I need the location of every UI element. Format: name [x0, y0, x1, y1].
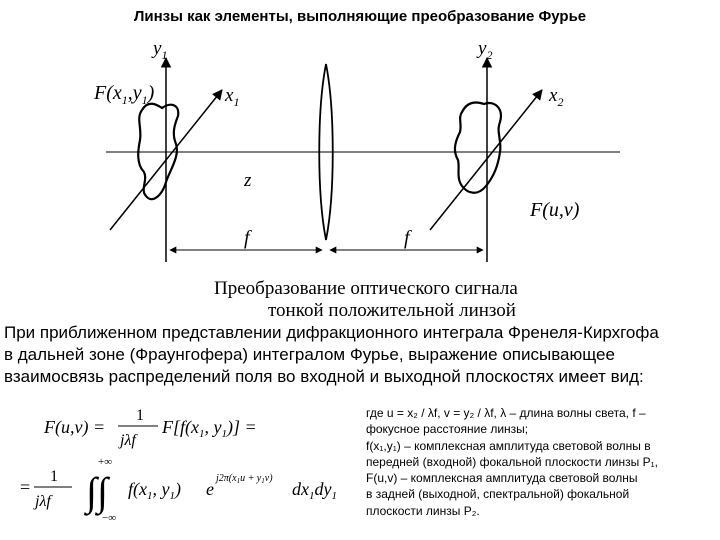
exponent: $j2\pi(x_1u + y_1v)$	[216, 473, 273, 485]
input-field-label: $F(x_1,y_1)$	[94, 82, 155, 107]
notes-line: в задней (выходной, спектральной) фокальной	[366, 487, 630, 502]
slide-title: Линзы как элементы, выполняющие преобразование Фурье	[133, 8, 587, 25]
paragraph-line: При приближенном представлении дифракционного интеграла Френеля-Кирхгофа	[4, 323, 659, 342]
intro-paragraph	[4, 322, 716, 388]
paragraph-line: взаимосвязь распределений поля во входной и выходной плоскостях имеет вид:	[4, 367, 644, 386]
paragraph-line: в дальней зоне (Фраунгофера) интегралом Фурье, выражение описывающее	[4, 345, 615, 364]
output-field-label: F(u,v)	[530, 199, 580, 221]
diagram-caption-line1: Преобразование оптического сигнала	[214, 278, 518, 299]
output-field-shape	[455, 102, 501, 192]
formula-lhs: F(u,v) =	[44, 417, 106, 437]
formula-numerator-1: 1	[136, 407, 144, 424]
differentials: $dx_1dy_1$	[292, 479, 337, 502]
focal-label-left: f	[244, 227, 250, 249]
formula-term-1: $F[f(x_1$, $y_1$)] =	[162, 417, 257, 440]
focal-label-right: f	[404, 227, 410, 249]
notes-line: F(u,v) – комплексная амплитуда световой волны	[366, 471, 638, 486]
y2-label: $y_2$	[478, 38, 493, 62]
x2-axis	[430, 90, 542, 230]
z-axis-label: z	[244, 170, 252, 191]
fourier-formula	[0, 395, 360, 535]
notes-line: фокусное расстояние линзы;	[366, 422, 529, 437]
formula-denominator-2: jλf	[35, 493, 51, 510]
notes-line: передней (входной) фокальной плоскости линзы P₁,	[366, 454, 658, 469]
notes-block	[366, 405, 716, 519]
integrand: $f(x_1$, $y_1$)	[128, 479, 181, 502]
formula-equals: =	[20, 477, 31, 497]
formula-denominator-1: jλf	[120, 432, 136, 449]
diagram-caption-line2: тонкой положительной линзой	[268, 300, 516, 321]
x1-label: $x_1$	[225, 85, 240, 109]
notes-line: плоскости линзы P₂.	[366, 503, 480, 518]
formula-numerator-2: 1	[50, 468, 58, 485]
integral-lower-limit: −∞	[102, 512, 117, 524]
exp-base: e	[206, 479, 214, 499]
y1-label: $y_1$	[153, 38, 168, 62]
notes-line: где u = x₂ / λf, v = y₂ / λf, λ – длина волны света, f –	[366, 406, 646, 420]
x2-label: $x_2$	[549, 85, 564, 109]
integral-upper-limit: +∞	[98, 456, 113, 468]
notes-line: f(x₁,y₁) – комплексная амплитуда световой волны в	[366, 438, 651, 453]
double-integral-sign: ∫∫	[86, 469, 108, 514]
